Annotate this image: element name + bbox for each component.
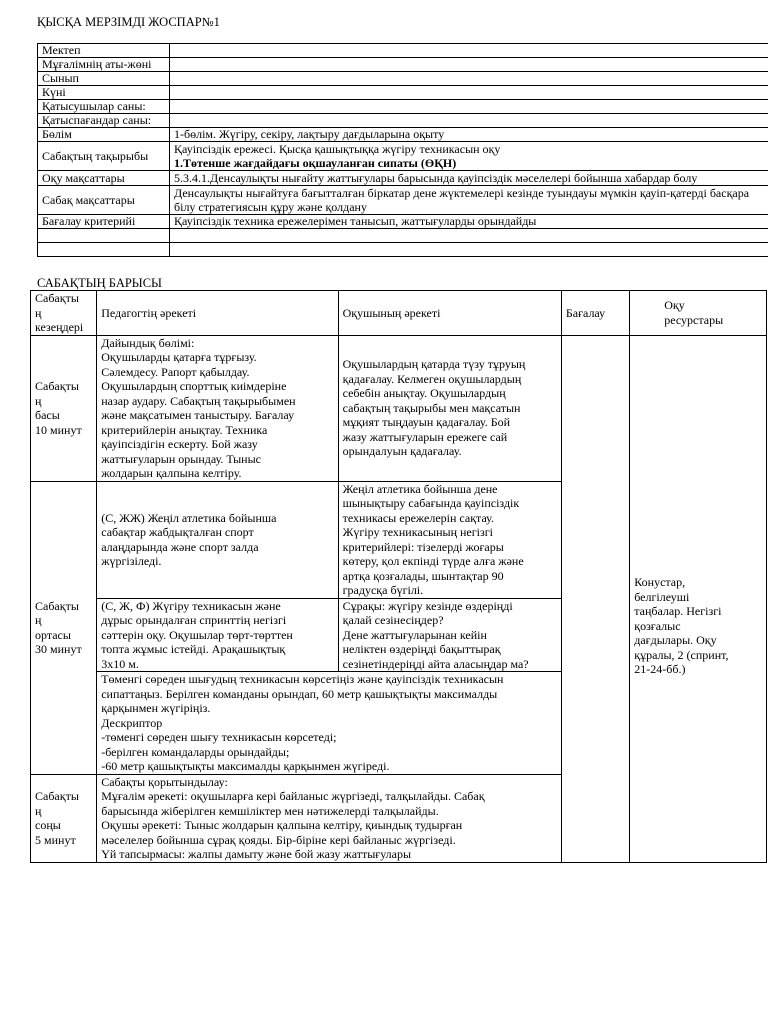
info-label: Мектеп xyxy=(38,44,170,58)
info-value xyxy=(170,58,768,72)
stage-start: Сабақты ң басы 10 минут xyxy=(31,335,97,481)
info-row-absent xyxy=(38,114,768,128)
info-value xyxy=(170,114,768,128)
info-row-criteria xyxy=(38,215,768,229)
info-row-school xyxy=(38,44,768,58)
info-label xyxy=(38,229,170,243)
info-label: Бағалау критерийі xyxy=(38,215,170,229)
info-label xyxy=(38,243,170,257)
header-assessment: Бағалау xyxy=(561,291,629,336)
info-value xyxy=(170,72,768,86)
info-row-empty xyxy=(38,243,768,257)
topic-bold-text: 1.Төтенше жағдайдағы оқшауланған сипаты (ӨҚН) xyxy=(174,156,457,170)
info-row-teacher xyxy=(38,58,768,72)
info-label: Оқу мақсаттары xyxy=(38,171,170,186)
middle-task-descriptor: Төменгі сөреден шығудың техникасын көрсетіңіз және қауіпсіздік техникасын сипаттаңыз. Берілген команданы орындап, 60 метр қашықтықты максималды қарқынмен жүгіріңіз. Дескриптор -төменгі сөреден шығу техникасын көрсетеді; -берілген командаларды орындайды; -60 метр қашықтықты максималды қарқынмен жүгіреді. xyxy=(97,672,562,775)
info-value xyxy=(170,44,768,58)
end-summary: Сабақты қорытындылау: Мұғалім әрекеті: оқушыларға кері байланыс жүргізеді, талқылайды. Сабақ барысында жіберілген кемшіліктер мен нәтижелерді талқылайды. Оқушы әрекеті: Тыныс жолдарын қалпына келтіру, қиындық тудырған мәселелер бойынша сұрақ қояды. Бір-біріне кері байланыс жүргізеді. Үй тапсырмасы: жалпы дамыту және бой жазу жаттығулары xyxy=(97,774,562,862)
info-value: Қауіпсіздік техника ережелерімен танысып, жаттығуларды орындайды xyxy=(170,215,768,229)
student-action-start: Оқушылардың қатарда түзу тұруың қадағалау. Келмеген оқушылардың себебін анықтау. Оқушылардың сабақтың тақырыбы мен мақсатын мұқият тыңдауын қадағалау. Бой жазу жаттығуларын ережеге сай орындалуын қадағалау. xyxy=(338,335,561,481)
assessment-cell xyxy=(561,335,629,862)
info-value: 1-бөлім. Жүгіру, секіру, лақтыру дағдыларына оқыту xyxy=(170,128,768,142)
info-label: Қатысушылар саны: xyxy=(38,100,170,114)
info-row-class xyxy=(38,72,768,86)
info-label: Қатыспағандар саны: xyxy=(38,114,170,128)
header-teacher: Педагогтің әрекеті xyxy=(97,291,338,336)
lesson-progress-heading: САБАҚТЫҢ БАРЫСЫ xyxy=(37,276,162,290)
info-label: Мұғалімнің аты-жөні xyxy=(38,58,170,72)
lesson-info-table xyxy=(37,43,768,257)
lesson-progress-table xyxy=(30,290,767,863)
info-row-date xyxy=(38,86,768,100)
info-row-empty xyxy=(38,229,768,243)
info-label: Бөлім xyxy=(38,128,170,142)
info-label: Сабақтың тақырыбы xyxy=(38,142,170,171)
document-title: ҚЫСҚА МЕРЗІМДІ ЖОСПАР№1 xyxy=(37,15,220,29)
info-value xyxy=(170,229,768,243)
info-value xyxy=(170,100,768,114)
info-label: Күні xyxy=(38,86,170,100)
topic-text: Қауіпсіздік ережесі. Қысқа қашықтыққа жүгіру техникасын оқу xyxy=(174,142,501,156)
teacher-action-middle-2: (С, Ж, Ф) Жүгіру техникасын және дұрыс орындалған спринттің негізгі сәттерін оқу. Оқушылар төрт-төрттен топта жұмыс істейді. Арақашықтық 3х10 м. xyxy=(97,598,338,672)
info-value: Денсаулықты нығайтуға бағытталған біркатар дене жүктемелері кезінде туындауы мүмкін қауіп-қатерді басқара білу стратегиясын құру және қолдану xyxy=(170,186,768,215)
student-action-middle-1: Жеңіл атлетика бойынша дене шынықтыру сабағында қауіпсіздік техникасы ережелерін сақтау. Жүгіру техникасының негізгі критерийлері: тізелерді жоғары көтеру, қол екпінді түрде алға және артқа қозғалады, шынтақтар 90 градусқа бүгілі. xyxy=(338,481,561,598)
info-value xyxy=(170,86,768,100)
info-value xyxy=(170,243,768,257)
header-resources: Оқу ресурстары xyxy=(630,291,767,336)
info-row-section xyxy=(38,128,768,142)
lesson-row-start xyxy=(31,335,767,481)
info-row-lesson-objectives xyxy=(38,186,768,215)
info-row-learning-objectives xyxy=(38,171,768,186)
student-action-middle-2: Сұрақы: жүгіру кезінде өздеріңді қалай сезінесіңдер? Дене жаттығуларынан кейін неліктен өздеріңді бақыттырақ сезінетіндеріңді айта аласыңдар ма? xyxy=(338,598,561,672)
info-label: Сабақ мақсаттары xyxy=(38,186,170,215)
info-label: Сынып xyxy=(38,72,170,86)
header-student: Оқушының әрекеті xyxy=(338,291,561,336)
info-row-topic xyxy=(38,142,768,171)
stage-end: Сабақты ң соңы 5 минут xyxy=(31,774,97,862)
teacher-action-start: Дайындық бөлімі: Оқушыларды қатарға тұрғызу. Сәлемдесу. Рапорт қабылдау. Оқушылардың спорттық киімдеріне назар аудару. Сабақтың тақырыбымен және мақсатымен таныстыру. Бағалау критерийлерін анықтау. Техника қауіпсіздігін ескерту. Бой жазу жаттығуларын орындау. Тыныс жолдарын қалпына келтіру. xyxy=(97,335,338,481)
info-row-present xyxy=(38,100,768,114)
info-value: 5.3.4.1.Денсаулықты нығайту жаттығулары барысында қауіпсіздік мәселелері бойынша хабардар болу xyxy=(170,171,768,186)
lesson-header-row xyxy=(31,291,767,336)
header-stages: Сабақты ң кезеңдері xyxy=(31,291,97,336)
teacher-action-middle-1: (С, ЖЖ) Жеңіл атлетика бойынша сабақтар жабдықталған спорт алаңдарында және спорт залда жүргізіледі. xyxy=(97,481,338,598)
info-value xyxy=(170,142,768,171)
resources-cell: Конустар, белгілеуші таңбалар. Негізгі қозғалыс дағдылары. Оқу құралы, 2 (спринт, 21-24-бб.) xyxy=(630,335,767,862)
stage-middle: Сабақты ң ортасы 30 минут xyxy=(31,481,97,774)
